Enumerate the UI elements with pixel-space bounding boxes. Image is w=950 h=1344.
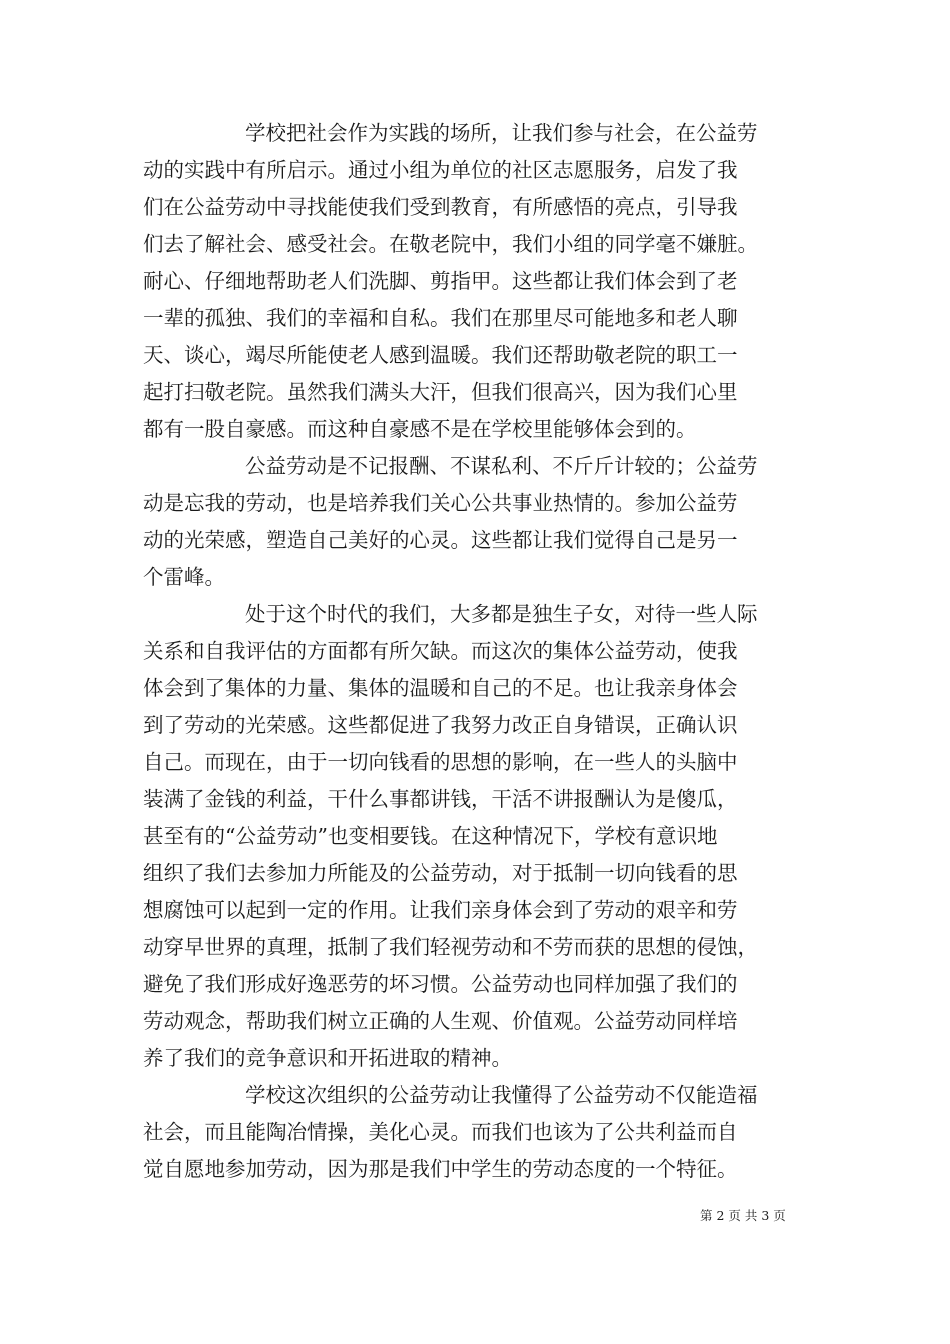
paragraph-3-line-4: 到了劳动的光荣感。这些都促进了我努力改正自身错误，正确认识	[143, 713, 738, 737]
paragraph-1-line-7: 天、谈心，竭尽所能使老人感到温暖。我们还帮助敬老院的职工一	[143, 343, 738, 367]
paragraph-1-line-8: 起打扫敬老院。虽然我们满头大汗，但我们很高兴，因为我们心里	[143, 380, 738, 404]
paragraph-1-line-2: 动的实践中有所启示。通过小组为单位的社区志愿服务，启发了我	[143, 158, 738, 182]
paragraph-3-line-13: 养了我们的竞争意识和开拓进取的精神。	[143, 1046, 512, 1070]
paragraph-3-line-6: 装满了金钱的利益，干什么事都讲钱，干活不讲报酬认为是傻瓜，	[143, 787, 738, 811]
paragraph-2-line-2: 动是忘我的劳动，也是培养我们关心公共事业热情的。参加公益劳	[143, 491, 738, 515]
paragraph-3-line-5: 自己。而现在，由于一切向钱看的思想的影响，在一些人的头脑中	[143, 750, 738, 774]
paragraph-1-line-1: 学校把社会作为实践的场所，让我们参与社会，在公益劳	[245, 121, 758, 145]
paragraph-1-line-5: 耐心、仔细地帮助老人们洗脚、剪指甲。这些都让我们体会到了老	[143, 269, 738, 293]
paragraph-3-line-9: 想腐蚀可以起到一定的作用。让我们亲身体会到了劳动的艰辛和劳	[143, 898, 738, 922]
paragraph-4-line-3: 觉自愿地参加劳动，因为那是我们中学生的劳动态度的一个特征。	[143, 1157, 738, 1181]
paragraph-3-line-11: 避免了我们形成好逸恶劳的坏习惯。公益劳动也同样加强了我们的	[143, 972, 738, 996]
paragraph-2-line-4: 个雷峰。	[143, 565, 225, 589]
paragraph-1-line-4: 们去了解社会、感受社会。在敬老院中，我们小组的同学毫不嫌脏。	[143, 232, 758, 256]
paragraph-3-line-2: 关系和自我评估的方面都有所欠缺。而这次的集体公益劳动，使我	[143, 639, 738, 663]
paragraph-2-line-3: 动的光荣感，塑造自己美好的心灵。这些都让我们觉得自己是另一	[143, 528, 738, 552]
paragraph-3-line-1: 处于这个时代的我们，大多都是独生子女，对待一些人际	[245, 602, 758, 626]
paragraph-4-line-2: 社会，而且能陶冶情操，美化心灵。而我们也该为了公共利益而自	[143, 1120, 738, 1144]
paragraph-4-line-1: 学校这次组织的公益劳动让我懂得了公益劳动不仅能造福	[245, 1083, 758, 1107]
page-number: 第 2 页 共 3 页	[700, 1208, 786, 1223]
paragraph-3-line-10: 动穿早世界的真理，抵制了我们轻视劳动和不劳而获的思想的侵蚀，	[143, 935, 758, 959]
paragraph-2-line-1: 公益劳动是不记报酬、不谋私利、不斤斤计较的；公益劳	[245, 454, 758, 478]
paragraph-3-line-3: 体会到了集体的力量、集体的温暖和自己的不足。也让我亲身体会	[143, 676, 738, 700]
paragraph-3-line-12: 劳动观念，帮助我们树立正确的人生观、价值观。公益劳动同样培	[143, 1009, 738, 1033]
paragraph-1-line-9: 都有一股自豪感。而这种自豪感不是在学校里能够体会到的。	[143, 417, 697, 441]
paragraph-3-line-8: 组织了我们去参加力所能及的公益劳动，对于抵制一切向钱看的思	[143, 861, 738, 885]
paragraph-1-line-3: 们在公益劳动中寻找能使我们受到教育，有所感悟的亮点，引导我	[143, 195, 738, 219]
paragraph-3-line-7: 甚至有的“公益劳动”也变相要钱。在这种情况下，学校有意识地	[143, 824, 718, 848]
paragraph-1-line-6: 一辈的孤独、我们的幸福和自私。我们在那里尽可能地多和老人聊	[143, 306, 738, 330]
